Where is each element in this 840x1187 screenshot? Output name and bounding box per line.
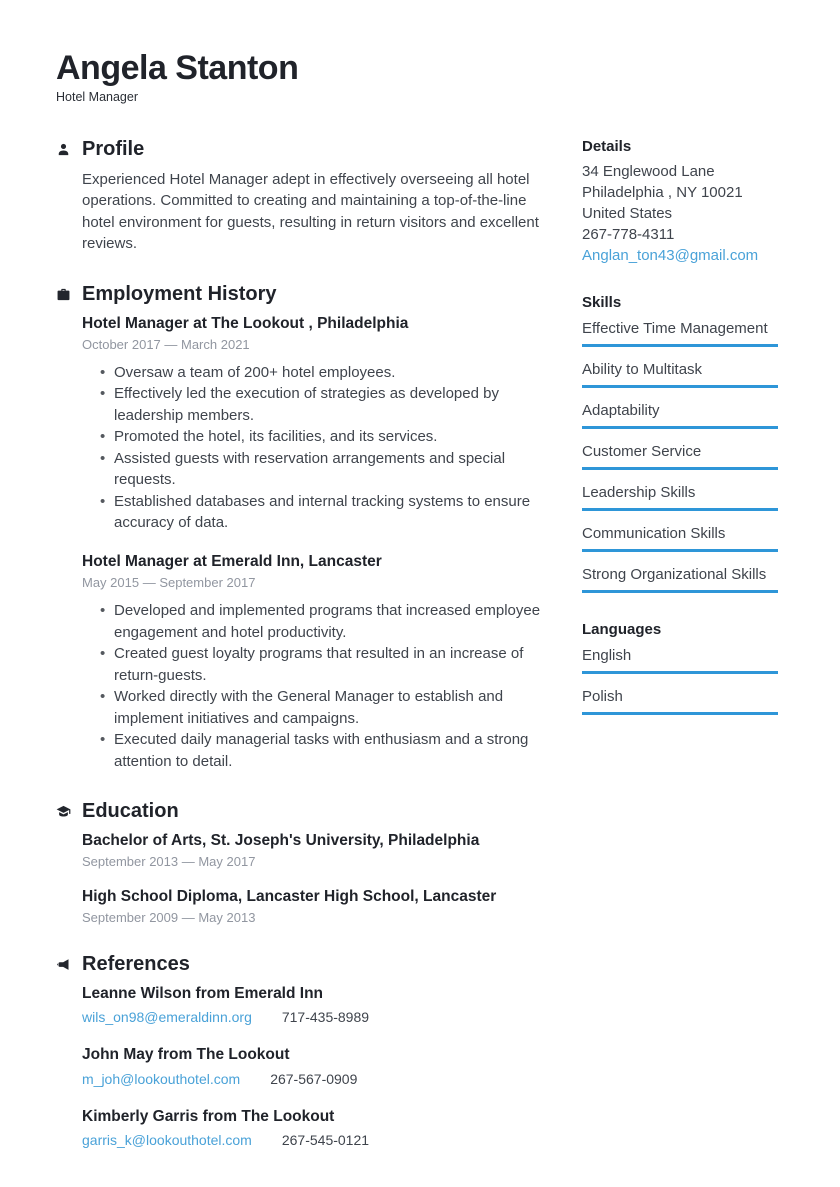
job-bullet-list xyxy=(82,600,546,772)
person-job-title: Hotel Manager xyxy=(56,89,138,104)
section-profile xyxy=(56,138,546,255)
job-entry xyxy=(82,314,546,534)
details-address-line: Philadelphia , NY 10021 xyxy=(582,183,743,201)
details-address xyxy=(582,161,778,245)
language-item: English xyxy=(582,644,778,674)
reference-name: Leanne Wilson from Emerald Inn xyxy=(82,985,324,1003)
details-heading: Details xyxy=(582,137,632,155)
reference-entry xyxy=(82,1107,546,1150)
job-title: Hotel Manager at The Lookout , Philadelphia xyxy=(82,314,409,332)
section-references xyxy=(56,953,546,1149)
reference-phone: 267-545-0121 xyxy=(281,1131,370,1148)
contact-email-link[interactable]: Anglan_ton43@gmail.com xyxy=(582,246,759,264)
sidebar xyxy=(582,138,778,1178)
skill-item: Effective Time Management xyxy=(582,317,778,347)
person-name: Angela Stanton xyxy=(56,49,299,87)
resume-header xyxy=(56,50,778,104)
reference-contact xyxy=(82,1007,546,1027)
section-education xyxy=(56,800,546,925)
job-bullet: • Worked directly with the General Manager to establish and implement initiatives and campaigns. xyxy=(114,686,546,729)
languages-list xyxy=(582,644,778,715)
languages-heading: Languages xyxy=(582,620,662,638)
languages-block xyxy=(582,621,778,715)
language-item: Polish xyxy=(582,685,778,715)
graduation-cap-icon xyxy=(56,804,71,819)
reference-phone: 717-435-8989 xyxy=(281,1009,370,1026)
section-employment-history xyxy=(56,283,546,772)
reference-email-link[interactable]: m_joh@lookouthotel.com xyxy=(82,1070,241,1087)
skill-item: Leadership Skills xyxy=(582,481,778,511)
profile-section-title: Profile xyxy=(82,137,145,160)
skills-list xyxy=(582,317,778,593)
education-section-title: Education xyxy=(82,800,179,822)
job-bullet: • Assisted guests with reservation arrangements and special requests. xyxy=(114,448,546,491)
skills-block xyxy=(582,294,778,593)
skill-item: Communication Skills xyxy=(582,522,778,552)
education-dates: September 2013 — May 2017 xyxy=(82,854,256,870)
reference-contact xyxy=(82,1069,546,1089)
job-bullet: • Developed and implemented programs that increased employee engagement and hotel productivity. xyxy=(114,600,546,643)
briefcase-icon xyxy=(56,287,71,302)
details-block xyxy=(582,138,778,266)
job-dates: May 2015 — September 2017 xyxy=(82,575,256,590)
job-title: Hotel Manager at Emerald Inn, Lancaster xyxy=(82,552,382,570)
skill-item: Ability to Multitask xyxy=(582,358,778,388)
reference-entry xyxy=(82,1045,546,1088)
job-entry xyxy=(82,552,546,772)
job-bullet-list xyxy=(82,362,546,534)
profile-summary-text: Experienced Hotel Manager adept in effectively overseeing all hotel operations. Committed to creating and maintaining a top-of-the-line hotel environment for guests, resulting in return visitors and excellent reviews. xyxy=(82,170,539,253)
education-dates: September 2009 — May 2013 xyxy=(82,910,256,926)
job-bullet: • Effectively led the execution of strategies as developed by leadership members. xyxy=(114,383,546,426)
reference-name: Kimberly Garris from The Lookout xyxy=(82,1107,335,1125)
education-title: High School Diploma, Lancaster High School, Lancaster xyxy=(82,888,497,906)
job-bullet: • Oversaw a team of 200+ hotel employees. xyxy=(114,362,546,384)
reference-contact xyxy=(82,1130,546,1150)
education-entry xyxy=(82,887,546,925)
megaphone-icon xyxy=(56,957,71,972)
details-address-line: 34 Englewood Lane xyxy=(582,162,715,180)
job-bullet: • Created guest loyalty programs that resulted in an increase of return-guests. xyxy=(114,643,546,686)
skill-item: Adaptability xyxy=(582,399,778,429)
person-icon xyxy=(56,142,71,157)
job-bullet: • Executed daily managerial tasks with enthusiasm and a strong attention to detail. xyxy=(114,729,546,772)
references-section-title: References xyxy=(82,953,190,976)
reference-name: John May from The Lookout xyxy=(82,1046,290,1064)
references-list xyxy=(82,984,546,1149)
reference-phone: 267-567-0909 xyxy=(270,1070,358,1087)
education-list xyxy=(82,831,546,925)
reference-email-link[interactable]: wils_on98@emeraldinn.org xyxy=(82,1009,252,1026)
content-columns xyxy=(56,138,778,1178)
education-title: Bachelor of Arts, St. Joseph's University, Philadelphia xyxy=(82,832,480,849)
details-address-line: United States xyxy=(582,204,673,222)
reference-email-link[interactable]: garris_k@lookouthotel.com xyxy=(82,1131,252,1148)
education-entry xyxy=(82,831,546,869)
reference-entry xyxy=(82,984,546,1027)
skill-item: Customer Service xyxy=(582,440,778,470)
skill-item: Strong Organizational Skills xyxy=(582,563,778,593)
job-bullet: • Promoted the hotel, its facilities, and its services. xyxy=(114,426,546,448)
details-address-line: 267-778-4311 xyxy=(582,225,675,243)
job-dates: October 2017 — March 2021 xyxy=(82,336,250,352)
employment-section-title: Employment History xyxy=(82,282,277,305)
job-bullet: • Established databases and internal tracking systems to ensure accuracy of data. xyxy=(114,491,546,534)
skills-heading: Skills xyxy=(582,293,622,311)
main-column xyxy=(56,138,546,1178)
